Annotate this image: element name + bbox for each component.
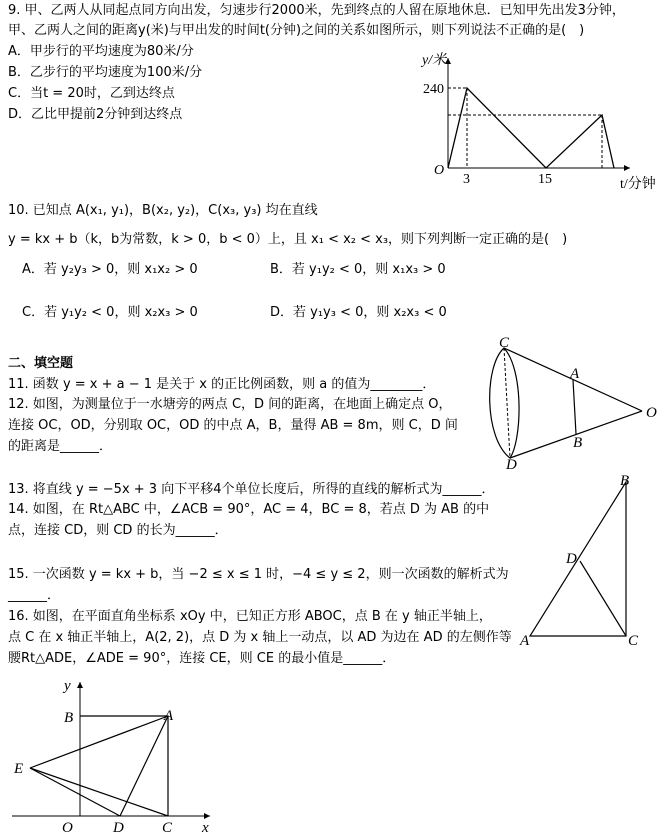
q14-segment-cd xyxy=(580,561,626,636)
q12-line3: 的距离是______． xyxy=(8,439,113,454)
q11-text: 11. 函数 y = x + a − 1 是关于 x 的正比例函数，则 a 的值为________． xyxy=(8,377,436,392)
q12-label-o: O xyxy=(646,405,657,421)
q12-label-b: B xyxy=(573,435,583,451)
q15-line2: ______． xyxy=(8,588,61,603)
q10-option-c: C．若 y₁y₂ < 0，则 x₂x₃ > 0 xyxy=(22,305,198,320)
q15-line1: 15. 一次函数 y = kx + b，当 −2 ≤ x ≤ 1 时，−4 ≤ y ≤ 2，则一次函数的解析式为 xyxy=(8,567,509,582)
q9-y-label: y/米 xyxy=(422,53,447,68)
q9-line1: 9. 甲、乙两人从同起点同方向出发，匀速步行2000米，先到终点的人留在原地休息．已知甲先出发3分钟， xyxy=(8,3,625,18)
q10-option-a: A．若 y₂y₃ > 0，则 x₁x₂ > 0 xyxy=(22,262,198,277)
q12-line1: 12. 如图，为测量位于一水塘旁的两点 C，D 间的距离，在地面上确定点 O， xyxy=(8,397,452,412)
q14-line1: 14. 如图，在 Rt△ABC 中，∠ACB = 90°，AC = 4，BC = 8，若点 D 为 AB 的中 xyxy=(8,502,490,517)
q9-x-label: t/分钟 xyxy=(620,177,656,192)
q16-segment-ed xyxy=(30,768,120,816)
q9-graph-line xyxy=(448,88,614,168)
q16-line3: 腰Rt△ADE，∠ADE = 90°，连接 CE，则 CE 的最小值是______． xyxy=(8,651,396,666)
q12-label-d: D xyxy=(506,457,517,473)
q12-line2: 连接 OC，OD，分别取 OC，OD 的中点 A，B，量得 AB = 8m，则 C，D 间 xyxy=(8,418,458,433)
q16-label-o: O xyxy=(62,820,73,835)
q9-distance-time-graph xyxy=(420,50,663,200)
q14-line2: 点，连接 CD，则 CD 的长为______． xyxy=(8,523,228,538)
q14-label-d: D xyxy=(566,551,577,567)
section-title: 二、填空题 xyxy=(8,356,74,371)
q9-y-tick-240: 240 xyxy=(423,82,444,97)
q9-x-tick-3: 3 xyxy=(463,172,470,187)
q9-x-tick-15: 15 xyxy=(538,172,552,187)
q16-label-c: C xyxy=(162,820,173,835)
q9-option-b: B．乙步行的平均速度为100米/分 xyxy=(8,65,203,80)
q16-label-d: D xyxy=(113,820,124,835)
q16-segment-ec xyxy=(30,768,168,816)
q14-label-c: C xyxy=(628,633,639,649)
q16-label-x: x xyxy=(202,820,209,835)
q16-label-e: E xyxy=(14,761,24,777)
q12-label-c: C xyxy=(499,335,510,351)
q9-option-c: C．当t = 20时，乙到达终点 xyxy=(8,86,175,101)
q9-option-d: D．乙比甲提前2分钟到达终点 xyxy=(8,107,183,122)
q16-label-a: A xyxy=(164,708,174,724)
q16-line2: 点 C 在 x 轴正半轴上，A(2, 2)，点 D 为 x 轴上一动点，以 AD 为边在 AD 的左侧作等 xyxy=(8,630,512,645)
q14-label-a: A xyxy=(520,633,530,649)
q13-text: 13. 将直线 y = −5x + 3 向下平移4个单位长度后，所得的直线的解析式为______． xyxy=(8,482,495,497)
q12-label-a: A xyxy=(570,366,580,382)
q10-option-d: D．若 y₁y₃ < 0，则 x₂x₃ < 0 xyxy=(270,305,447,320)
q10-line2: y = kx + b（k，b为常数，k > 0，b < 0）上，且 x₁ < x₂ < x₃，则下列判断一定正确的是( ) xyxy=(8,232,568,247)
q10-option-b: B．若 y₁y₂ < 0，则 x₁x₃ > 0 xyxy=(270,262,446,277)
q16-coordinate-figure xyxy=(10,676,220,834)
q16-label-b: B xyxy=(64,710,74,726)
q12-pond-figure xyxy=(482,335,662,473)
q12-pond-outline xyxy=(490,348,519,458)
q10-line1: 10. 已知点 A(x₁, y₁)，B(x₂, y₂)，C(x₃, y₃) 均在直线 xyxy=(8,203,318,218)
q12-segment-ab xyxy=(573,380,576,434)
q14-label-b: B xyxy=(620,473,630,489)
q9-option-a: A．甲步行的平均速度为80米/分 xyxy=(8,44,194,59)
q14-triangle-figure xyxy=(518,470,663,650)
q9-line2: 甲、乙两人之间的距离y(米)与甲出发的时间t(分钟)之间的关系如图所示，则下列说法不正确的是( ) xyxy=(8,23,585,38)
q16-label-y: y xyxy=(64,678,71,694)
q12-segment-cd xyxy=(504,348,510,458)
q9-origin: O xyxy=(434,163,445,178)
q16-line1: 16. 如图，在平面直角坐标系 xOy 中，已知正方形 ABOC，点 B 在 y 轴正半轴上， xyxy=(8,609,492,624)
